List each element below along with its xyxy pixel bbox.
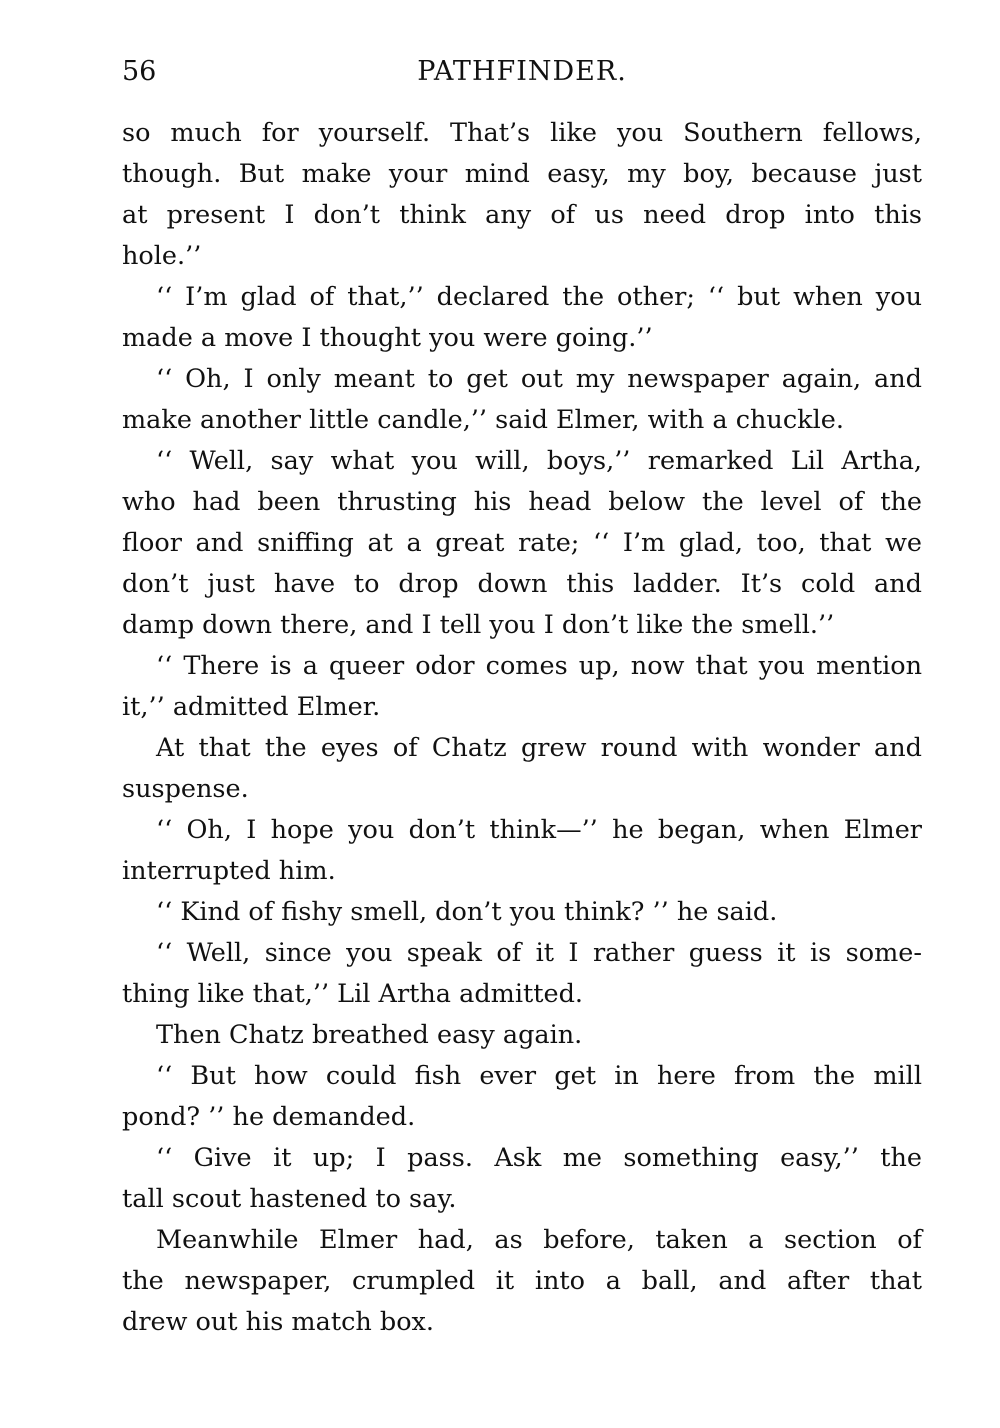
text-line: so much for yourself. That’s like you Southern fellows, bbox=[122, 118, 922, 148]
text-line: don’t just have to drop down this ladder. It’s cold and bbox=[122, 569, 922, 599]
text-line: ‘‘ Give it up; I pass. Ask me something easy,’’ the bbox=[156, 1143, 922, 1173]
running-head bbox=[122, 52, 922, 92]
text-line: floor and sniffing at a great rate; ‘‘ I’m glad, too, that we bbox=[122, 528, 922, 558]
text-line: make another little candle,’’ said Elmer, with a chuckle. bbox=[122, 405, 844, 435]
text-line: suspense. bbox=[122, 774, 249, 804]
text-line: ‘‘ There is a queer odor comes up, now that you mention bbox=[156, 651, 922, 681]
text-line: though. But make your mind easy, my boy, because just bbox=[122, 159, 922, 189]
text-line: made a move I thought you were going.’’ bbox=[122, 323, 653, 353]
text-line: ‘‘ But how could fish ever get in here from the mill bbox=[156, 1061, 922, 1091]
text-line: At that the eyes of Chatz grew round with wonder and bbox=[156, 733, 922, 763]
text-line: Meanwhile Elmer had, as before, taken a section of bbox=[156, 1225, 922, 1255]
text-line: ‘‘ Kind of fishy smell, don’t you think? ’’ he said. bbox=[156, 897, 778, 927]
text-line: Then Chatz breathed easy again. bbox=[156, 1020, 583, 1050]
text-line: who had been thrusting his head below the level of the bbox=[122, 487, 922, 517]
text-line: ‘‘ Oh, I only meant to get out my newspaper again, and bbox=[156, 364, 922, 394]
text-line: ‘‘ Well, since you speak of it I rather guess it is some- bbox=[156, 938, 922, 968]
text-line: at present I don’t think any of us need drop into this bbox=[122, 200, 922, 230]
text-line: damp down there, and I tell you I don’t like the smell.’’ bbox=[122, 610, 835, 640]
text-line: the newspaper, crumpled it into a ball, and after that bbox=[122, 1266, 922, 1296]
text-line: ‘‘ Oh, I hope you don’t think—’’ he began, when Elmer bbox=[156, 815, 922, 845]
text-line: ‘‘ I’m glad of that,’’ declared the other; ‘‘ but when you bbox=[156, 282, 922, 312]
text-line: it,’’ admitted Elmer. bbox=[122, 692, 381, 722]
text-line: pond? ’’ he demanded. bbox=[122, 1102, 416, 1132]
text-line: interrupted him. bbox=[122, 856, 336, 886]
text-line: tall scout hastened to say. bbox=[122, 1184, 457, 1214]
text-line: hole.’’ bbox=[122, 241, 202, 271]
text-line: drew out his match box. bbox=[122, 1307, 435, 1337]
text-line: ‘‘ Well, say what you will, boys,’’ remarked Lil Artha, bbox=[156, 446, 922, 476]
page-number: 56 bbox=[122, 56, 157, 87]
text-line: thing like that,’’ Lil Artha admitted. bbox=[122, 979, 583, 1009]
body-text bbox=[122, 113, 922, 1343]
running-title: PATHFINDER. bbox=[417, 56, 627, 87]
